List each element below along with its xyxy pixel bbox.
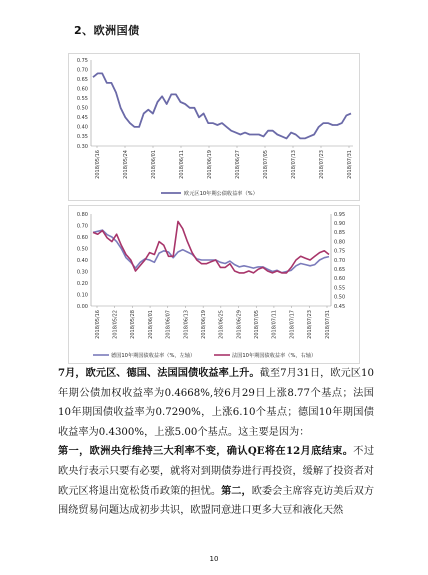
body-p1-text: 截至7月31日，欧元区10年期公债加权收益率为0.4668%,较6月29日上涨8.77个基点；法国10年期国债收益率为0.7290%，上涨6.10个基点；德国10年期国债收益率为0.4300%，上涨5.00个基点。这主要是因为：: [58, 368, 374, 438]
x-tick-label: 2018/07/05: [262, 150, 269, 179]
y-tick-label: 0.75: [76, 57, 88, 64]
y-right-tick-label: 0.65: [334, 267, 346, 273]
y-left-tick-label: 0.80: [76, 211, 88, 218]
x-tick-label: 2018/07/23: [307, 310, 314, 339]
x-tick-label: 2018/05/28: [130, 310, 137, 339]
y-left-tick-label: 0.20: [76, 280, 88, 287]
chart-eurozone-yield: [68, 53, 360, 201]
second-text: 欧委会主席容克访美后双方围绕贸易问题达成初步共识，欧盟同意进口更多大豆和液化天然: [58, 485, 375, 517]
y-tick-label: 0.40: [76, 124, 88, 131]
second-label: 第二，: [221, 484, 252, 497]
x-tick-label: 2018/07/23: [318, 150, 325, 179]
y-tick-label: 0.30: [76, 143, 88, 150]
y-left-tick-label: 0.10: [76, 292, 88, 299]
y-right-tick-label: 0.75: [334, 248, 346, 255]
y-right-tick-label: 0.90: [334, 221, 346, 227]
x-tick-label: 2018/06/01: [147, 310, 154, 339]
x-tick-label: 2018/05/16: [94, 150, 101, 179]
x-tick-label: 2018/06/19: [206, 150, 213, 179]
series-line-eurozone: [93, 73, 351, 138]
x-tick-label: 2018/06/29: [236, 310, 243, 339]
x-tick-label: 2018/06/27: [234, 150, 241, 179]
y-tick-label: 0.70: [76, 67, 88, 74]
first-label: 第一，: [58, 445, 90, 458]
y-tick-label: 0.65: [76, 76, 88, 83]
y-right-tick-label: 0.80: [334, 239, 346, 246]
x-tick-label: 2018/05/22: [112, 310, 119, 339]
y-right-tick-label: 0.85: [334, 230, 346, 237]
body-heading: 7月，欧元区、德国、法国国债收益率上升。: [58, 367, 260, 379]
x-tick-label: 2018/07/31: [346, 150, 353, 179]
y-right-tick-label: 0.45: [334, 303, 346, 310]
y-right-tick-label: 0.70: [334, 257, 346, 264]
x-tick-label: 2018/07/31: [324, 310, 331, 339]
x-tick-label: 2018/06/19: [200, 310, 207, 339]
x-tick-label: 2018/05/16: [94, 310, 101, 339]
y-right-tick-label: 0.95: [334, 211, 346, 218]
x-tick-label: 2018/06/01: [150, 150, 157, 179]
x-tick-label: 2018/06/25: [218, 310, 225, 339]
y-right-tick-label: 0.50: [334, 294, 346, 301]
chart-germany-france-yield: [68, 205, 360, 364]
y-tick-label: 0.55: [76, 96, 88, 103]
y-tick-label: 0.50: [76, 105, 88, 112]
first-text: 不过欧央行表示只要有必要，就将对到期债券进行再投资，缓解了投资者对欧元区将退出宽松货币政策的担忧。: [58, 446, 375, 497]
legend-label-germany: 德国10年期国债收益率（%，左轴）: [111, 353, 196, 359]
x-tick-label: 2018/07/05: [254, 310, 261, 339]
y-left-tick-label: 0.30: [76, 269, 88, 276]
body-paragraph: [58, 364, 374, 521]
y-tick-label: 0.45: [76, 115, 88, 122]
y-left-tick-label: 0.70: [76, 223, 88, 230]
series-line-france: [93, 221, 329, 273]
y-left-tick-label: 0.50: [76, 246, 88, 253]
y-left-tick-label: 0.60: [76, 234, 88, 241]
page-number: 10: [209, 555, 219, 563]
section-title: 2、欧洲国债: [74, 24, 140, 37]
y-left-tick-label: 0.00: [76, 303, 88, 310]
legend-label-france: 法国10年期国债收益率（%，右轴）: [232, 353, 317, 359]
chart-germany-france-yield-svg: [69, 206, 359, 363]
x-tick-label: 2018/06/13: [183, 310, 190, 339]
chart-eurozone-yield-svg: [69, 54, 359, 200]
first-bold: 欧洲央行维持三大利率不变，确认QE将在12月底结束。: [89, 445, 354, 458]
x-tick-label: 2018/06/11: [178, 150, 185, 179]
y-tick-label: 0.35: [76, 134, 88, 141]
y-left-tick-label: 0.40: [76, 257, 88, 264]
y-right-tick-label: 0.55: [334, 285, 346, 292]
y-tick-label: 0.60: [76, 86, 88, 93]
y-right-tick-label: 0.60: [334, 276, 346, 283]
x-tick-label: 2018/07/13: [290, 150, 297, 179]
x-tick-label: 2018/06/07: [165, 310, 172, 339]
series-line-germany: [93, 230, 329, 273]
x-tick-label: 2018/07/17: [289, 310, 296, 339]
x-tick-label: 2018/07/11: [271, 310, 278, 339]
legend-label-eurozone: 欧元区10年期公债收益率（%）: [184, 191, 258, 197]
x-tick-label: 2018/05/24: [122, 150, 129, 179]
